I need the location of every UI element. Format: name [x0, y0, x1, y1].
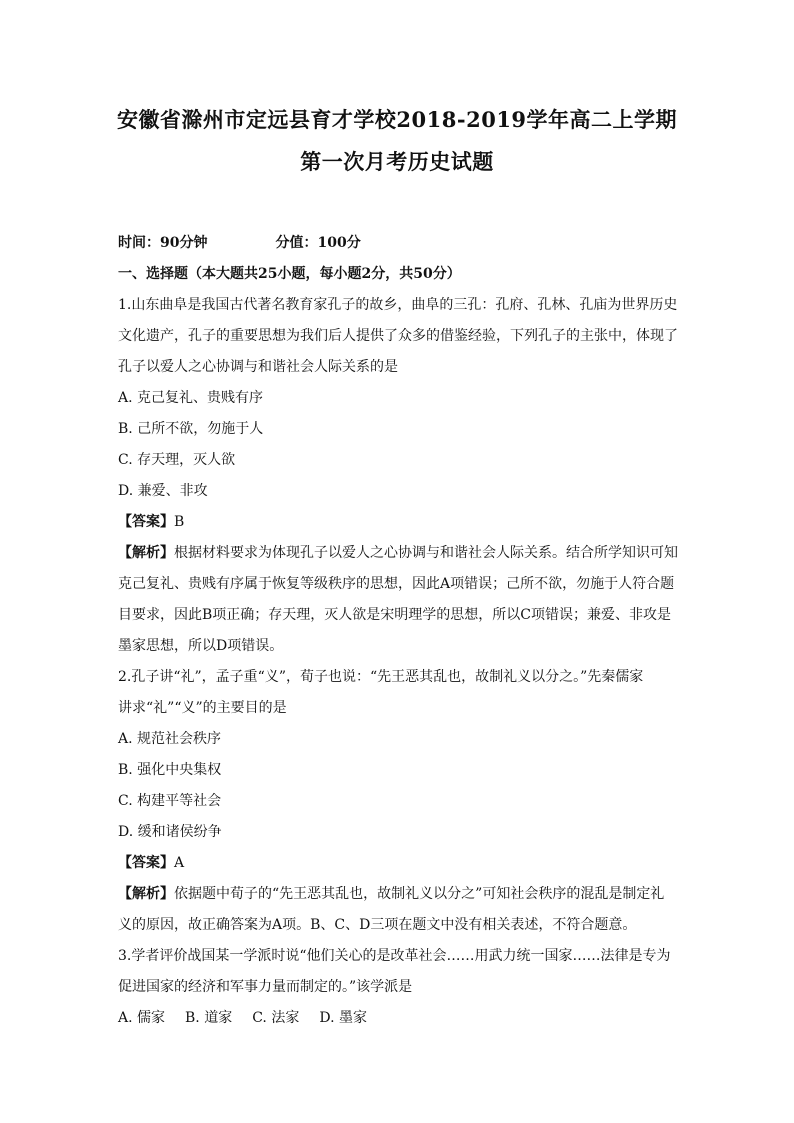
option-b: B. 强化中央集权	[118, 762, 222, 778]
question-2	[118, 662, 678, 941]
exam-meta	[118, 228, 678, 259]
question-stem-line: 文化遗产，孔子的重要思想为我们后人提供了众多的借鉴经验，下列孔子的主张中，体现了	[118, 328, 678, 344]
answer-label: 【答案】	[118, 514, 174, 530]
analysis-text: 依据题中荀子的“先王恶其乱也，故制礼义以分之”可知社会秩序的混乱是制定礼	[174, 886, 665, 902]
question-stem-line: 3.学者评价战国某一学派时说“他们关心的是改革社会……用武力统一国家……法律是专为	[118, 948, 671, 964]
answer-line	[118, 848, 678, 879]
option-d: D. 墨家	[319, 1010, 367, 1026]
analysis-label: 【解析】	[118, 545, 174, 561]
analysis-label: 【解析】	[118, 886, 174, 902]
analysis-line: 墨家思想，所以D项错误。	[118, 638, 284, 654]
option-c: C. 存天理，灭人欲	[118, 452, 236, 468]
document-title-line-2: 第一次月考历史试题	[300, 149, 494, 174]
answer-value: A	[174, 855, 185, 871]
option-a: A. 儒家	[118, 1010, 166, 1026]
document-title-line-1: 安徽省滁州市定远县育才学校2018-2019学年高二上学期	[116, 107, 678, 132]
answer-line	[118, 507, 678, 538]
question-stem-line: 2.孔子讲“礼”，孟子重“义”，荀子也说：“先王恶其乱也，故制礼义以分之。”先秦儒家	[118, 669, 644, 685]
analysis-line: 目要求，因此B项正确；存天理，灭人欲是宋明理学的思想，所以C项错误；兼爱、非攻是	[118, 607, 671, 623]
analysis-line	[118, 538, 678, 569]
answer-value: B	[174, 514, 185, 530]
option-c: C. 构建平等社会	[118, 793, 222, 809]
option-d: D. 缓和诸侯纷争	[118, 824, 222, 840]
analysis-line: 义的原因，故正确答案为A项。B、C、D三项在题文中没有相关表述，不符合题意。	[118, 917, 637, 933]
option-a: A. 克己复礼、贵贱有序	[118, 390, 264, 406]
analysis-text: 根据材料要求为体现孔子以爱人之心协调与和谐社会人际关系。结合所学知识可知	[174, 545, 678, 561]
analysis-line	[118, 879, 678, 910]
option-c: C. 法家	[252, 1010, 300, 1026]
inline-options	[118, 1003, 678, 1034]
question-stem-line: 1.山东曲阜是我国古代著名教育家孔子的故乡，曲阜的三孔：孔府、孔林、孔庙为世界历史	[118, 297, 678, 313]
question-stem-line: 促进国家的经济和军事力量而制定的。”该学派是	[118, 979, 413, 995]
option-b: B. 己所不欲，勿施于人	[118, 421, 264, 437]
question-1	[118, 290, 678, 662]
section-heading: 一、选择题（本大题共25小题，每小题2分，共50分）	[118, 266, 461, 282]
analysis-line: 克己复礼、贵贱有序属于恢复等级秩序的思想，因此A项错误；己所不欲，勿施于人符合题	[118, 576, 675, 592]
answer-label: 【答案】	[118, 855, 174, 871]
option-d: D. 兼爱、非攻	[118, 483, 208, 499]
question-stem-line: 孔子以爱人之心协调与和谐社会人际关系的是	[118, 359, 398, 375]
option-b: B. 道家	[185, 1010, 233, 1026]
document-body	[118, 228, 678, 1034]
exam-time: 时间：90分钟	[118, 235, 208, 251]
option-a: A. 规范社会秩序	[118, 731, 222, 747]
question-stem-line: 讲求“礼”“义”的主要目的是	[118, 700, 287, 716]
question-3	[118, 941, 678, 1034]
exam-score: 分值：100分	[275, 235, 361, 251]
